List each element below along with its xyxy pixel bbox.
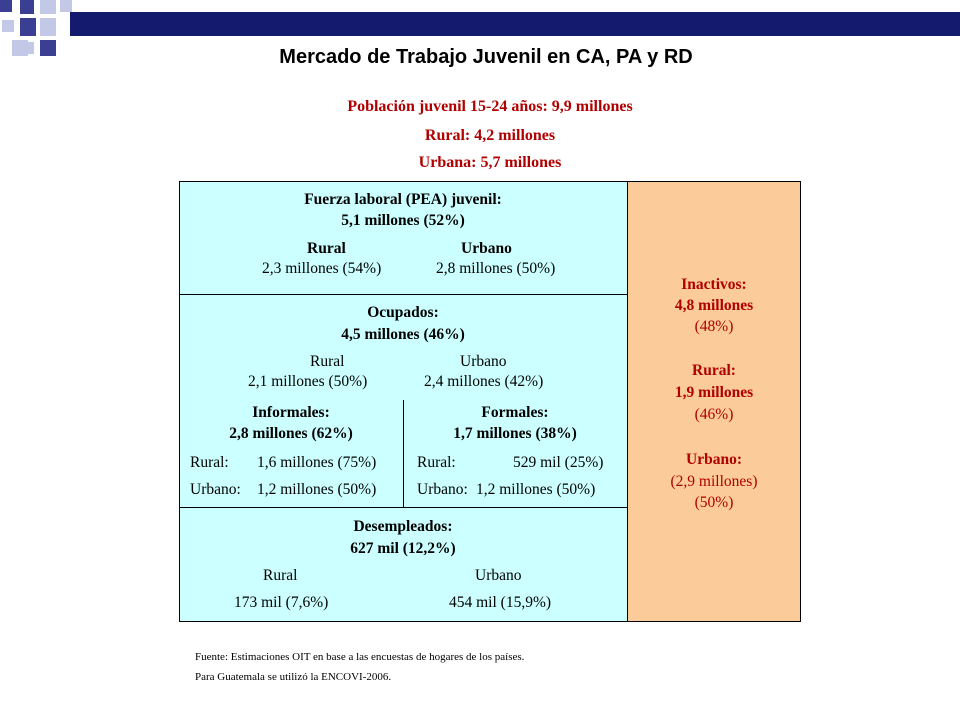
divider-labor-employed [179,294,627,295]
labor-force-heading: Fuerza laboral (PEA) juvenil: [304,191,502,208]
employed-rural-label: Rural [310,353,345,370]
unemployed-urban-label: Urbano [475,567,522,584]
informal-rural-value: 1,6 millones (75%) [257,454,377,471]
formal-urban-value: 1,2 millones (50%) [476,481,596,498]
corner-square-6 [40,18,56,36]
source-note-2: Para Guatemala se utilizó la ENCOVI-2006. [195,671,392,683]
formal-urban-label: Urbano: [417,481,468,498]
employed-urban-label: Urbano [460,353,507,370]
unemployed-rural-label: Rural [263,567,298,584]
corner-square-2 [20,0,34,14]
formal-rural-value: 529 mil (25%) [513,454,604,471]
informal-rural-label: Rural: [190,454,229,471]
corner-square-1 [0,0,12,12]
labor-force-rural-label: Rural [307,240,346,257]
unemployed-rural-value: 173 mil (7,6%) [234,594,329,611]
inactive-rural-label: Rural: [692,362,736,379]
employed-urban-value: 2,4 millones (42%) [424,373,544,390]
inactive-heading: Inactivos: [681,276,747,293]
inactive-value: 4,8 millones [674,297,754,314]
corner-square-3 [40,0,56,14]
page-title: Mercado de Trabajo Juvenil en CA, PA y RD [279,46,693,68]
employed-rural-value: 2,1 millones (50%) [248,373,368,390]
population-rural: Rural: 4,2 millones [424,127,556,144]
labor-force-value: 5,1 millones (52%) [341,212,465,229]
divider-employed-unemployed [179,507,627,508]
informal-heading: Informales: [252,404,330,421]
formal-rural-label: Rural: [417,454,456,471]
employed-heading: Ocupados: [367,304,439,321]
formal-heading: Formales: [481,404,549,421]
population-urban: Urbana: 5,7 millones [418,154,562,171]
employed-value: 4,5 millones (46%) [341,326,465,343]
unemployed-urban-value: 454 mil (15,9%) [449,594,552,611]
inactive-urban-pct: (50%) [694,494,734,511]
population-total: Población juvenil 15-24 años: 9,9 millones [347,98,633,115]
informal-urban-label: Urbano: [190,481,241,498]
inactive-urban-value: (2,9 millones) [670,473,758,490]
corner-square-4 [60,0,72,12]
labor-force-urban-label: Urbano [461,240,512,257]
inactive-rural-value: 1,9 millones [674,384,754,401]
labor-force-rural-value: 2,3 millones (54%) [262,260,382,277]
labor-force-urban-value: 2,8 millones (50%) [436,260,556,277]
formal-value: 1,7 millones (38%) [453,425,577,442]
unemployed-heading: Desempleados: [353,518,453,535]
inactive-rural-pct: (46%) [694,406,734,423]
source-note-1: Fuente: Estimaciones OIT en base a las encuestas de hogares de los países. [195,651,525,663]
informal-value: 2,8 millones (62%) [229,425,353,442]
corner-square-7 [2,20,14,32]
top-bar [70,12,960,36]
unemployed-value: 627 mil (12,2%) [350,540,456,557]
inactive-urban-label: Urbano: [686,451,742,468]
corner-square-5 [20,18,36,36]
inactive-pct: (48%) [694,318,734,335]
informal-urban-value: 1,2 millones (50%) [257,481,377,498]
